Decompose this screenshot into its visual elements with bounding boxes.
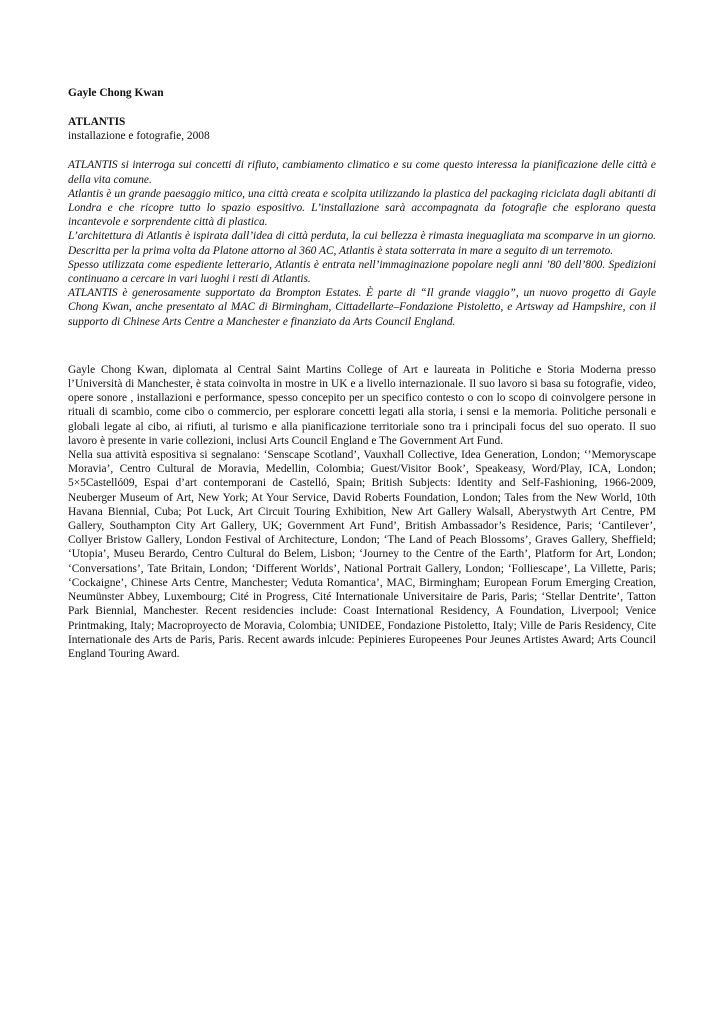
document-page: [68, 86, 656, 661]
biography-paragraph: Nella sua attività espositiva si segnalano: ‘Senscape Scotland’, Vauxhall Collective, Idea Generation, London; ‘’Memoryscape Moravia’, Centro Cultural de Moravia, Medellin, Colombia; Guest/Visitor Book’, Speakeasy, Word/Play, ICA, London; 5×5Castelló09, Espai d’art contemporani de Castelló, Spain; British Subjects: Identity and Self-Fashioning, 1966-2009, Neuberger Museum of Art, New York; At Your Service, David Roberts Foundation, London; Tales from the New World, 10th Havana Biennial, Cuba; Pot Luck, Art Circuit Touring Exhibition, New Art Gallery Walsall, Aberystwyth Art Centre, PM Gallery, Southampton City Art Gallery, UK; Government Art Fund’, British Ambassador’s Residence, Paris; ‘Cantilever’, Collyer Bristow Gallery, London Festival of Architecture, London; ‘The Land of Peach Blossoms’, Graves Gallery, Sheffield; ‘Utopia’, Museu Berardo, Centro Cultural do Belem, Lisbon; ‘Journey to the Centre of the Earth’, Platform for Art, London; ‘Conversations’, Tate Britain, London; ‘Different Worlds’, National Portrait Gallery, London; ‘Folliescape’, La Villette, Paris; ‘Cockaigne’, Chinese Arts Centre, Manchester; Veduta Romantica’, MAC, Birmingham; European Forum Emerging Creation, Neumünster Abbey, Luxembourg; Cité in Progress, Cité Internationale Universitaire de Paris, Paris; ‘Stellar Dentrite’, Tatton Park Biennial, Manchester. Recent residencies include: Coast International Residency, A Foundation, Liverpool; Venice Printmaking, Italy; Macroproyecto de Moravia, Colombia; UNIDEE, Fondazione Pistoletto, Italy; Ville de Paris Residency, Cite Internationale des Arts de Paris, Paris. Recent awards inlcude: Pepinieres Europeenes Pour Jeunes Artistes Award; Arts Council England Touring Award.: [68, 449, 656, 660]
artist-name: Gayle Chong Kwan: [68, 87, 164, 99]
work-title: ATLANTIS: [68, 116, 126, 128]
artist-biography: [68, 363, 656, 661]
biography-paragraph: Gayle Chong Kwan, diplomata al Central Saint Martins College of Art e laureata in Politiche e Storia Moderna presso l’Università di Manchester, è stata coinvolta in mostre in UK e a livello internazionale. Il suo lavoro si basa su fotografie, video, opere sonore , installazioni e performance, spesso concepito per un specifico contesto o con lo scopo di coinvolgere persone in rituali di scambio, come cibo o commercio, per esplorare concetti legati alla storia, i sensi e la memoria. Politiche personali e globali legate al cibo, ai rifiuti, al turismo e alla pianificazione territoriale sono tra i principali focus del suo operato. Il suo lavoro è presente in varie collezioni, inclusi Arts Council England e The Government Art Fund.: [68, 363, 656, 447]
description-paragraph: ATLANTIS si interroga sui concetti di rifiuto, cambiamento climatico e su come questo interessa la pianificazione delle città e della vita comune.: [68, 159, 656, 186]
work-subtitle: installazione e fotografie, 2008: [68, 130, 210, 143]
description-paragraph: Atlantis è un grande paesaggio mitico, una città creata e scolpita utilizzando la plastica del packaging riciclata dagli abitanti di Londra e che ricopre tutto lo spazio espositivo. L’installazione sarà accompagnata da fotografie che esplorano questa incantevole e sorprendente città di plastica.: [68, 187, 656, 229]
description-paragraph: ATLANTIS è generosamente supportato da Brompton Estates. È parte di “Il grande viaggio”, un nuovo progetto di Gayle Chong Kwan, anche presentato al MAC di Birmingham, Cittadellarte–Fondazione Pistoletto, e Artsway ad Hampshire, con il supporto di Chinese Arts Centre a Manchester e finanziato da Arts Council England.: [68, 287, 656, 328]
work-description: [68, 158, 656, 328]
description-paragraph: L’architettura di Atlantis è ispirata dall’idea di città perduta, la cui bellezza è rimasta ineguagliata ma scomparve in un giorno. Descritta per la prima volta da Platone attorno al 360 AC, Atlantis è stata sotterrata in mare a seguito di un terremoto.: [68, 230, 656, 257]
description-paragraph: Spesso utilizzata come espediente letterario, Atlantis è entrata nell’immaginazione popolare negli anni ’80 dell’800. Spedizioni continuano a cercare in vari luoghi i resti di Atlantis.: [68, 258, 656, 286]
